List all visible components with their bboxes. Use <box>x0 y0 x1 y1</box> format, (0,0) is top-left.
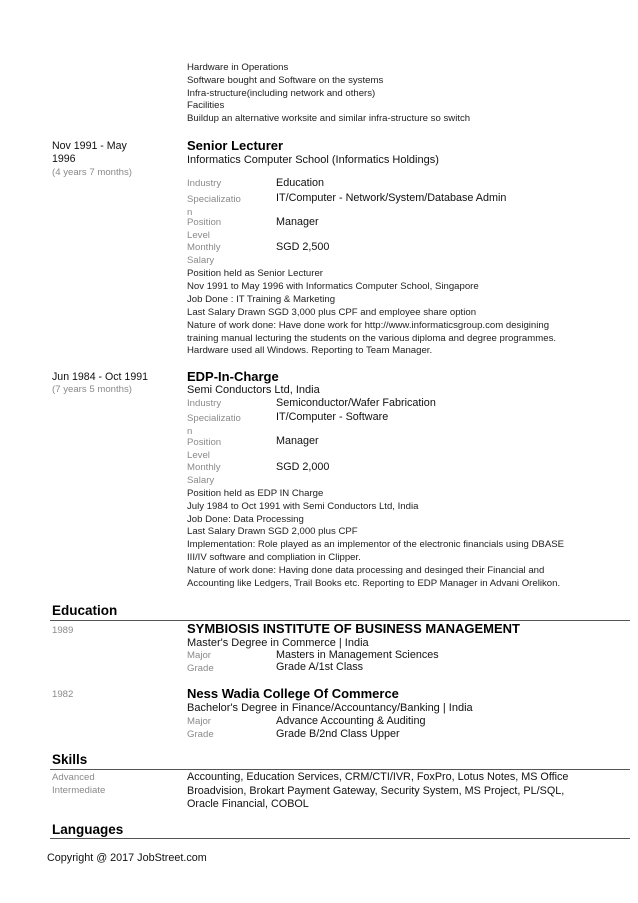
position-value: Manager <box>276 216 319 228</box>
skills-line: Oracle Financial, COBOL <box>187 798 309 810</box>
section-divider <box>50 769 630 770</box>
position-value: Manager <box>276 435 319 447</box>
job-title: EDP-In-Charge <box>187 369 279 384</box>
major-label: Major <box>187 650 211 661</box>
desc-line: Accounting like Ledgers, Trail Books etc. Reporting to EDP Manager in Advani Orelikon. <box>187 577 561 589</box>
desc-line: July 1984 to Oct 1991 with Semi Conductors Ltd, India <box>187 500 419 512</box>
desc-line: Position held as EDP IN Charge <box>187 488 324 499</box>
desc-line: Software bought and Software on the systems <box>187 74 384 86</box>
desc-line: Facilities <box>187 100 225 112</box>
salary-value: SGD 2,500 <box>276 241 330 253</box>
education-year: 1989 <box>52 625 74 636</box>
job-description <box>187 488 564 590</box>
job-description <box>187 268 556 358</box>
industry-label: Industry <box>187 178 222 189</box>
grade-value: Grade A/1st Class <box>276 661 364 673</box>
position-label: Position Level <box>187 437 222 461</box>
desc-line: Nature of work done: Have done work for http://www.informaticsgroup.com desigining <box>187 319 550 331</box>
skill-level-label: Intermediate <box>52 785 106 796</box>
previous-job-description <box>187 62 470 126</box>
desc-line: Job Done: Data Processing <box>187 513 304 525</box>
skills-line: Accounting, Education Services, CRM/CTI/IVR, FoxPro, Lotus Notes, MS Office <box>187 771 569 783</box>
desc-line: Job Done : IT Training & Marketing <box>187 293 336 305</box>
company-name: Informatics Computer School (Informatics Holdings) <box>187 154 439 166</box>
desc-line: Hardware in Operations <box>187 62 289 73</box>
desc-line: training manual lecturing the students on the various diploma and degree programmes. <box>187 332 557 344</box>
grade-value: Grade B/2nd Class Upper <box>276 728 400 740</box>
salary-label: Monthly Salary <box>187 462 221 486</box>
school-name: Ness Wadia College Of Commerce <box>187 686 399 701</box>
degree: Bachelor's Degree in Finance/Accountancy/Banking | India <box>187 702 473 714</box>
desc-line: Hardware used all Windows. Reporting to Team Manager. <box>187 345 433 357</box>
desc-line: Position held as Senior Lecturer <box>187 268 323 279</box>
skills-line: Broadvision, Brokart Payment Gateway, Security System, MS Project, PL/SQL, <box>187 784 565 797</box>
major-value: Advance Accounting & Auditing <box>276 715 426 727</box>
industry-value: Education <box>276 177 325 189</box>
salary-label: Monthly Salary <box>187 242 221 266</box>
degree: Master's Degree in Commerce | India <box>187 637 369 649</box>
job-duration: (7 years 5 months) <box>52 384 132 395</box>
specialization-value: IT/Computer - Software <box>276 411 389 423</box>
desc-line: Nature of work done: Having done data processing and desinged their Financial and <box>187 564 545 576</box>
desc-line: Last Salary Drawn SGD 3,000 plus CPF and employee share option <box>187 306 477 318</box>
section-divider <box>50 838 630 839</box>
major-value: Masters in Management Sciences <box>276 649 439 661</box>
major-label: Major <box>187 716 211 727</box>
education-year: 1982 <box>52 689 74 700</box>
desc-line: Last Salary Drawn SGD 2,000 plus CPF <box>187 526 358 538</box>
industry-label: Industry <box>187 398 222 409</box>
specialization-label: Specializatio n <box>187 413 241 437</box>
languages-heading: Languages <box>52 822 124 837</box>
job-period: Jun 1984 - Oct 1991 <box>52 371 148 383</box>
desc-line: Nov 1991 to May 1996 with Informatics Computer School, Singapore <box>187 280 479 292</box>
job-title: Senior Lecturer <box>187 138 284 153</box>
education-heading: Education <box>52 603 118 618</box>
desc-line: Infra-structure(including network and others) <box>187 87 376 99</box>
school-name: SYMBIOSIS INSTITUTE OF BUSINESS MANAGEMENT <box>187 621 520 636</box>
period-line: Nov 1991 - May <box>52 140 127 152</box>
position-label: Position Level <box>187 217 222 241</box>
period-line: 1996 <box>52 153 76 165</box>
job-period <box>52 140 172 166</box>
desc-line: Implementation: Role played as an implementor of the electronic financials using DBASE <box>187 539 565 551</box>
desc-line: III/IV software and compliation in Clipper. <box>187 551 361 563</box>
grade-label: Grade <box>187 729 214 740</box>
skills-list <box>187 771 568 812</box>
copyright-footer: Copyright @ 2017 JobStreet.com <box>47 852 207 864</box>
skills-heading: Skills <box>52 752 88 767</box>
specialization-label: Specializatio n <box>187 194 241 218</box>
job-duration: (4 years 7 months) <box>52 167 132 178</box>
industry-value: Semiconductor/Wafer Fabrication <box>276 397 436 409</box>
desc-line: Buildup an alternative worksite and similar infra-structure so switch <box>187 113 471 125</box>
salary-value: SGD 2,000 <box>276 461 330 473</box>
grade-label: Grade <box>187 663 214 674</box>
company-name: Semi Conductors Ltd, India <box>187 384 320 396</box>
specialization-value: IT/Computer - Network/System/Database Admin <box>276 192 507 204</box>
skill-level-label: Advanced <box>52 772 95 783</box>
